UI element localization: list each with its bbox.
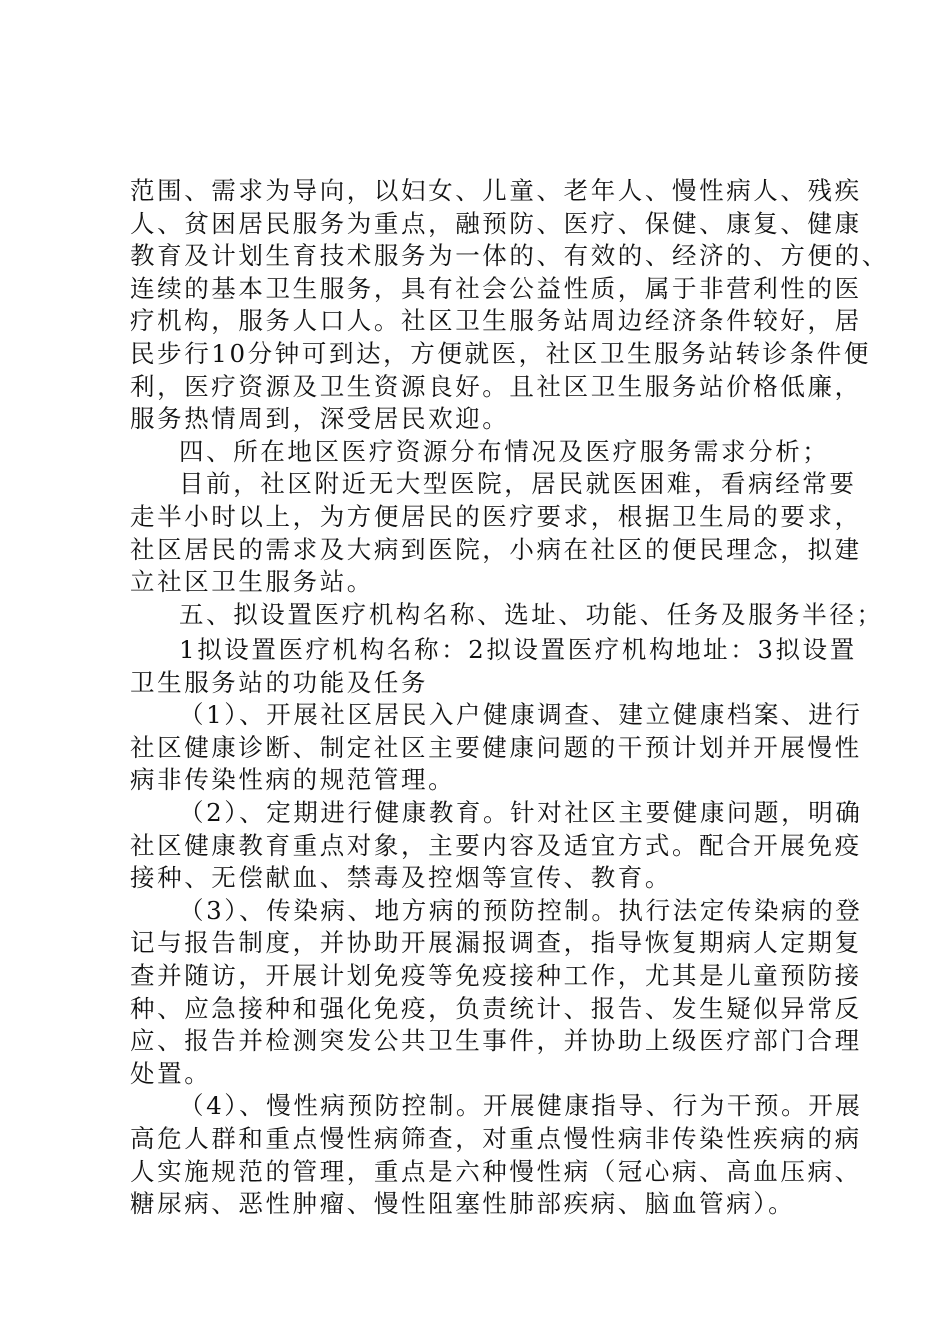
list-item-3: （3）、传染病、地方病的预防控制。执行法定传染病的登 xyxy=(179,895,863,925)
list-item-4: （4）、慢性病预防控制。开展健康指导、行为干预。开展 xyxy=(179,1091,863,1121)
paragraph-line: 糖尿病、恶性肿瘤、慢性阻塞性肺部疾病、脑血管病）。 xyxy=(130,1189,796,1219)
paragraph-line: 记与报告制度，并协助开展漏报调查，指导恢复期病人定期复 xyxy=(130,928,862,958)
section-heading-4: 四、所在地区医疗资源分布情况及医疗服务需求分析； xyxy=(179,436,830,466)
paragraph-line: 1拟设置医疗机构名称：2拟设置医疗机构地址：3拟设置 xyxy=(179,635,857,664)
paragraph-line: 查并随访，开展计划免疫等免疫接种工作，尤其是儿童预防接 xyxy=(130,960,862,990)
paragraph-line: 社区居民的需求及大病到医院，小病在社区的便民理念，拟建 xyxy=(130,534,862,564)
paragraph-line: 高危人群和重点慢性病筛查，对重点慢性病非传染性疾病的病 xyxy=(130,1123,862,1153)
section-heading-5: 五、拟设置医疗机构名称、选址、功能、任务及服务半径； xyxy=(179,599,884,629)
paragraph-line: 接种、无偿献血、禁毒及控烟等宣传、教育。 xyxy=(130,863,672,893)
text-block-main xyxy=(130,175,889,631)
paragraph-line: 处置。 xyxy=(130,1058,212,1088)
list-item-1: （1）、开展社区居民入户健康调查、建立健康档案、进行 xyxy=(179,700,863,730)
list-item-2: （2）、定期进行健康教育。针对社区主要健康问题，明确 xyxy=(179,797,863,827)
paragraph-line: 目前，社区附近无大型医院，居民就医困难，看病经常要 xyxy=(179,469,857,499)
paragraph-line: 连续的基本卫生服务，具有社会公益性质，属于非营利性的医 xyxy=(130,273,862,303)
paragraph-line: 种、应急接种和强化免疫，负责统计、报告、发生疑似异常反 xyxy=(130,993,862,1023)
paragraph-line: 疗机构，服务人口人。社区卫生服务站周边经济条件较好，居 xyxy=(130,306,862,336)
paragraph-line: 社区健康教育重点对象，主要内容及适宜方式。配合开展免疫 xyxy=(130,830,862,860)
paragraph-line: 走半小时以上，为方便居民的医疗要求，根据卫生局的要求， xyxy=(130,501,862,531)
paragraph-line: 教育及计划生育技术服务为一体的、有效的、经济的、方便的、 xyxy=(130,241,889,271)
paragraph-line: 立社区卫生服务站。 xyxy=(130,567,374,597)
paragraph-line: 利，医疗资源及卫生资源良好。且社区卫生服务站价格低廉， xyxy=(130,371,862,401)
paragraph-line: 病非传染性病的规范管理。 xyxy=(130,765,456,795)
paragraph-line: 服务热情周到，深受居民欢迎。 xyxy=(130,404,510,434)
paragraph-line: 人、贫困居民服务为重点，融预防、医疗、保健、康复、健康 xyxy=(130,208,862,238)
paragraph-line: 民步行10分钟可到达，方便就医，社区卫生服务站转诊条件便 xyxy=(130,338,871,368)
paragraph-line: 范围、需求为导向，以妇女、儿童、老年人、慢性病人、残疾 xyxy=(130,176,862,205)
text-block-functions xyxy=(130,634,863,1221)
paragraph-line: 应、报告并检测突发公共卫生事件，并协助上级医疗部门合理 xyxy=(130,1026,862,1056)
paragraph-line: 人实施规范的管理，重点是六种慢性病（冠心病、高血压病、 xyxy=(130,1156,862,1186)
paragraph-line: 社区健康诊断、制定社区主要健康问题的干预计划并开展慢性 xyxy=(130,732,862,762)
paragraph-line: 卫生服务站的功能及任务 xyxy=(130,667,429,697)
